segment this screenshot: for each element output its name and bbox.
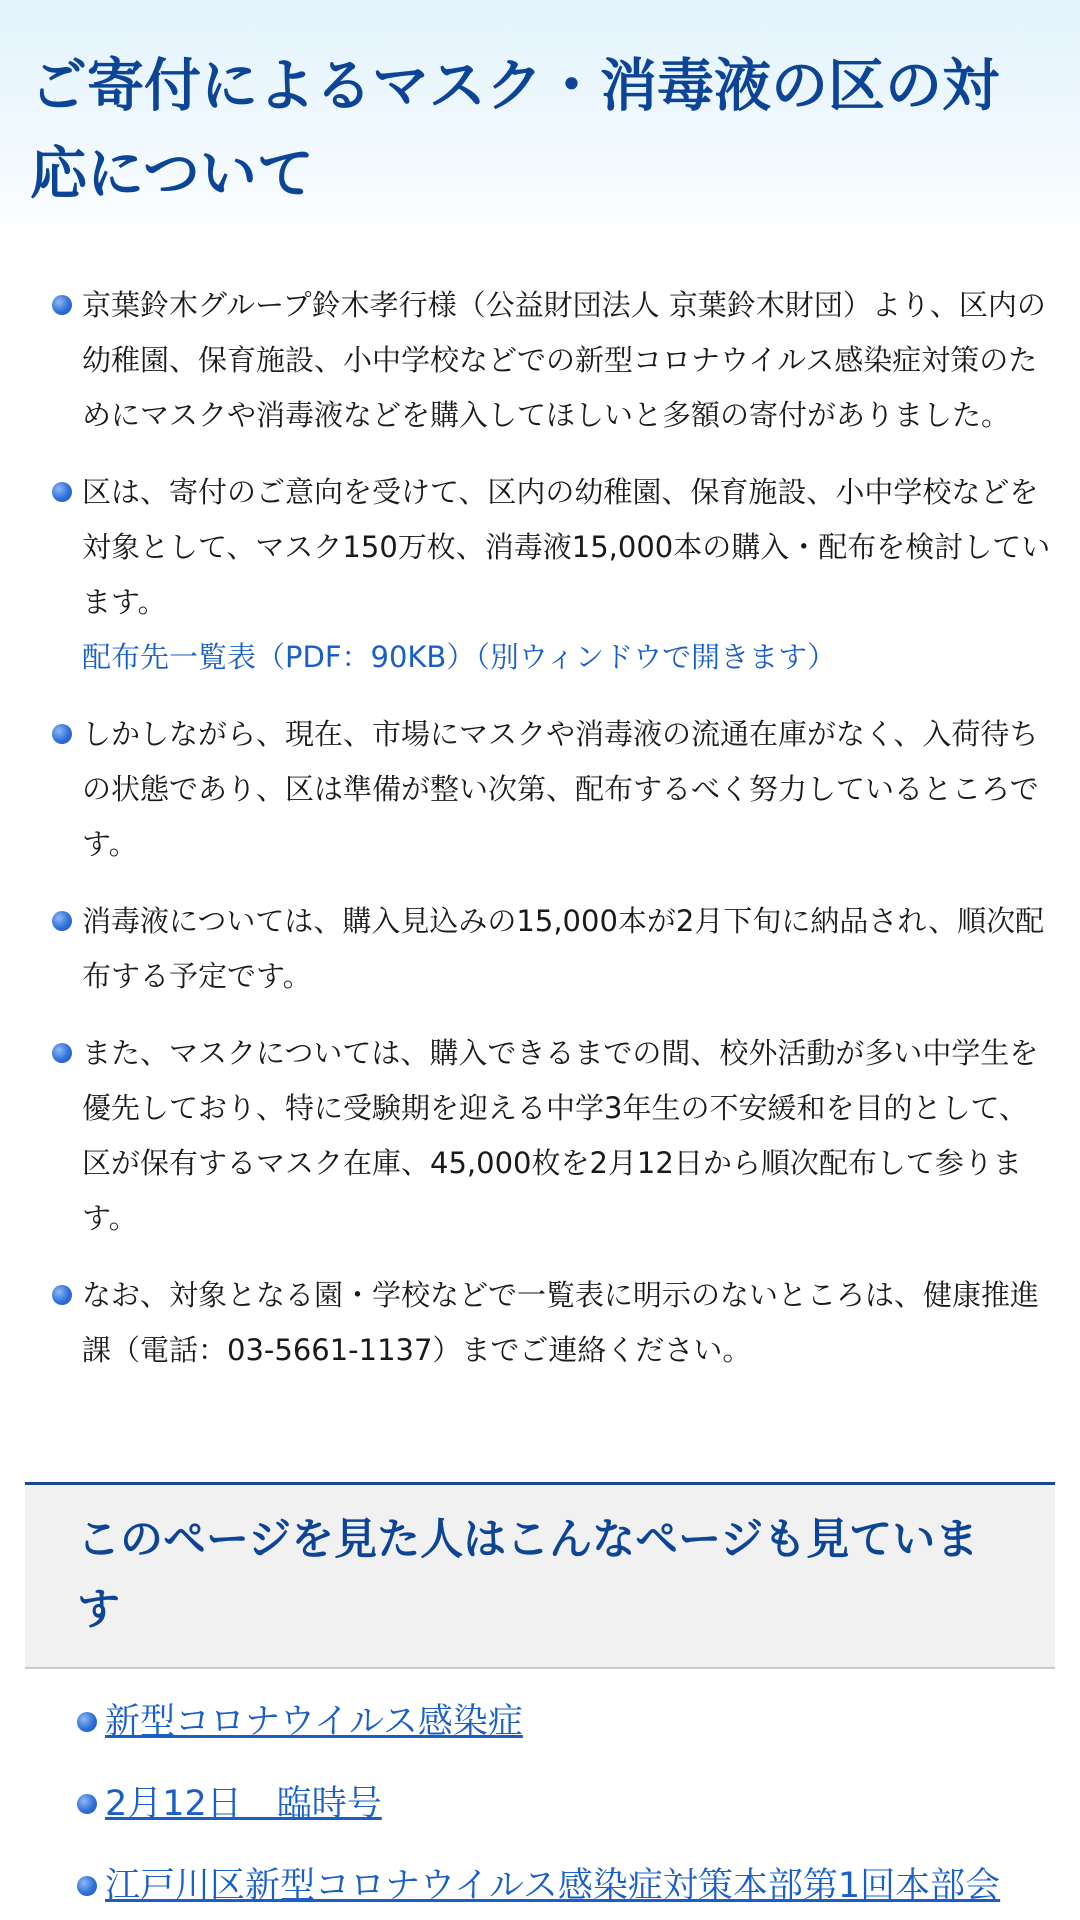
list-item-text: なお、対象となる園・学校などで一覧表に明示のないところは、健康推進課（電話：03-5661-1137）までご連絡ください。 [82,1278,1040,1367]
list-item-text: しかしながら、現在、市場にマスクや消毒液の流通在庫がなく、入荷待ちの状態であり、区は準備が整い次第、配布するべく努力しているところです。 [82,717,1039,861]
list-item-text: 区は、寄付のご意向を受けて、区内の幼稚園、保育施設、小中学校などを対象として、マスク150万枚、消毒液15,000本の購入・配布を検討しています。 [82,475,1051,619]
page-header [0,0,1080,240]
related-pages-title: このページを見た人はこんなページも見ています [77,1515,979,1635]
list-item-text: 消毒液については、購入見込みの15,000本が2月下旬に納品され、順次配布する予定です。 [82,904,1045,993]
bullet-icon [77,1794,97,1814]
distribution-list-pdf-link[interactable]: 配布先一覧表（PDF：90KB）（別ウィンドウで開きます） [82,640,837,674]
bullet-icon [52,295,72,315]
bullet-icon [52,1043,72,1063]
related-list-item [77,1779,1055,1829]
list-item [52,707,1052,872]
related-link-task-force-meeting[interactable]: 江戸川区新型コロナウイルス感染症対策本部第1回本部会 [105,1866,1001,1906]
bullet-icon [52,1285,72,1305]
bullet-icon [77,1712,97,1732]
related-pages-list [25,1669,1055,1911]
list-item [52,465,1052,685]
bullet-icon [52,482,72,502]
list-item-text: 京葉鈴木グループ鈴木孝行様（公益財団法人 京葉鈴木財団）より、区内の幼稚園、保育施設、小中学校などでの新型コロナウイルス感染症対策のためにマスクや消毒液などを購入してほしいと多額の寄付がありました。 [82,288,1046,432]
list-item [52,278,1052,443]
main-content [0,240,1080,1378]
related-list-item [77,1861,1055,1911]
related-pages-header [25,1482,1055,1669]
related-link-covid19[interactable]: 新型コロナウイルス感染症 [105,1702,523,1742]
bullet-icon [52,724,72,744]
related-pages-section [25,1482,1055,1911]
list-item-text: また、マスクについては、購入できるまでの間、校外活動が多い中学生を優先しており、特に受験期を迎える中学3年生の不安緩和を目的として、区が保有するマスク在庫、45,000枚を2月12日から順次配布して参ります。 [82,1036,1039,1235]
page-title: ご寄付によるマスク・消毒液の区の対応について [30,53,999,207]
info-list [52,278,1052,1378]
bullet-icon [77,1876,97,1896]
list-item [52,894,1052,1004]
bullet-icon [52,911,72,931]
related-link-extra-issue[interactable]: 2月12日 臨時号 [105,1784,382,1824]
list-item [52,1268,1052,1378]
related-list-item [77,1697,1055,1747]
list-item [52,1026,1052,1246]
